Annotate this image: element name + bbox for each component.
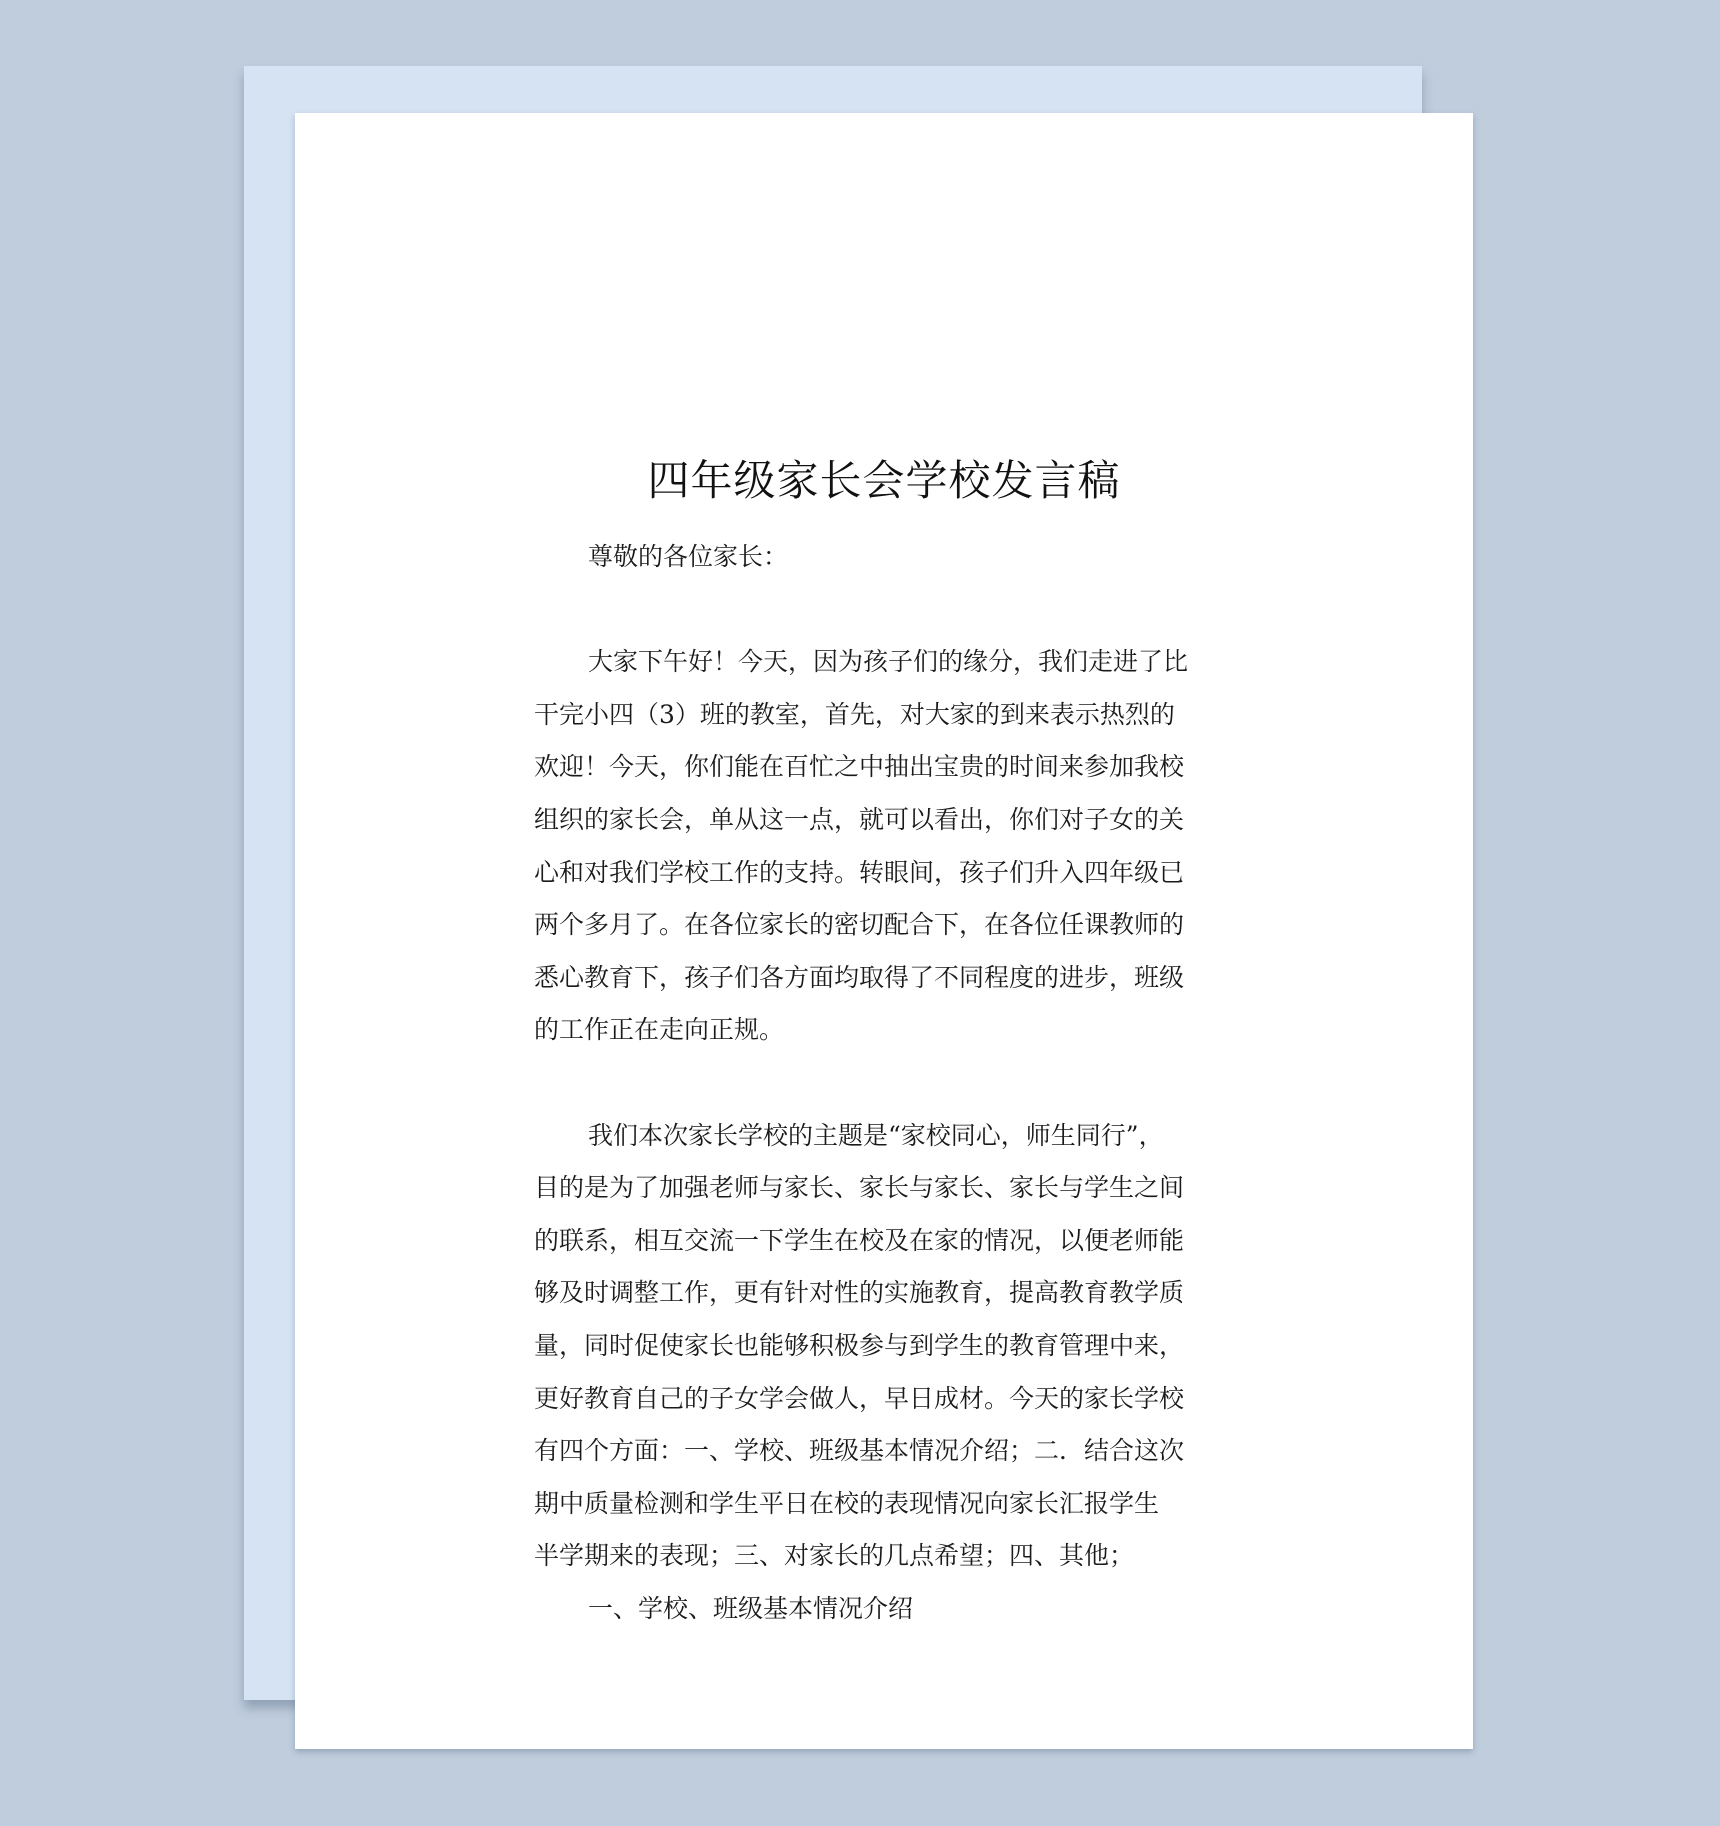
paragraph-line: 干完小四（3）班的教室，首先，对大家的到来表示热烈的 xyxy=(534,699,1175,729)
paragraph-line: 欢迎！今天，你们能在百忙之中抽出宝贵的时间来参加我校 xyxy=(534,752,1185,782)
blank-line xyxy=(534,1057,1264,1110)
document-title: 四年级家长会学校发言稿 xyxy=(647,456,1121,505)
paragraph-line: 更好教育自己的子女学会做人，早日成材。今天的家长学校 xyxy=(534,1383,1185,1413)
paragraph-line: 悉心教育下，孩子们各方面均取得了不同程度的进步，班级 xyxy=(534,962,1185,992)
paragraph-line: 目的是为了加强老师与家长、家长与家长、家长与学生之间 xyxy=(534,1173,1185,1203)
paragraph-line: 期中质量检测和学生平日在校的表现情况向家长汇报学生 xyxy=(534,1488,1160,1518)
paragraph-line: 两个多月了。在各位家长的密切配合下，在各位任课教师的 xyxy=(534,910,1185,940)
blank-line xyxy=(534,584,1264,637)
paragraph-line: 心和对我们学校工作的支持。转眼间，孩子们升入四年级已 xyxy=(534,857,1185,887)
paragraph-line: 大家下午好！今天，因为孩子们的缘分，我们走进了比 xyxy=(588,647,1189,677)
paragraph-line: 的工作正在走向正规。 xyxy=(534,1015,785,1045)
paragraph-line: 半学期来的表现；三、对家长的几点希望；四、其他； xyxy=(534,1541,1135,1571)
paragraph-line: 有四个方面：一、学校、班级基本情况介绍；二．结合这次 xyxy=(534,1436,1185,1466)
paragraph-2 xyxy=(534,1110,1264,1583)
document-body xyxy=(534,531,1264,1635)
section-heading: 一、学校、班级基本情况介绍 xyxy=(588,1593,914,1623)
paragraph-line: 组织的家长会，单从这一点，就可以看出，你们对子女的关 xyxy=(534,804,1185,834)
paragraph-line: 我们本次家长学校的主题是“家校同心，师生同行”， xyxy=(588,1120,1164,1150)
document-page xyxy=(295,113,1473,1749)
paragraph-line: 够及时调整工作，更有针对性的实施教育，提高教育教学质 xyxy=(534,1278,1185,1308)
paragraph-1 xyxy=(534,636,1264,1057)
paragraph-line: 量，同时促使家长也能够积极参与到学生的教育管理中来， xyxy=(534,1330,1185,1360)
salutation: 尊敬的各位家长： xyxy=(588,542,789,571)
paragraph-line: 的联系，相互交流一下学生在校及在家的情况，以便老师能 xyxy=(534,1225,1185,1255)
